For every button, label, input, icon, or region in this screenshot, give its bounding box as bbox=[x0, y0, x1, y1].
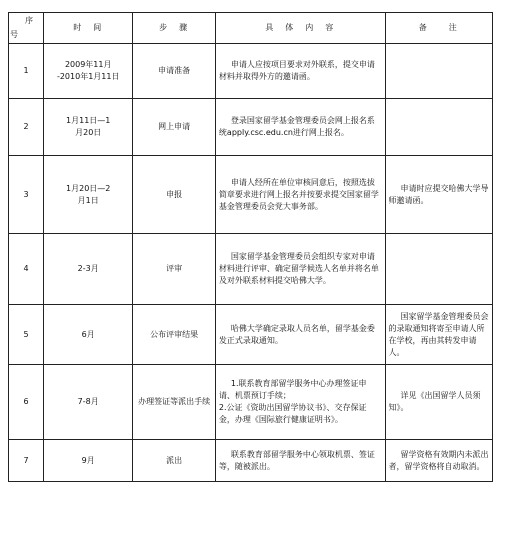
row-step: 评审 bbox=[133, 234, 216, 305]
row-content: 登录国家留学基金管理委员会网上报名系统apply.csc.edu.cn进行网上报名。 bbox=[215, 99, 385, 156]
row-time: 9月 bbox=[44, 440, 133, 482]
row-content: 哈佛大学确定录取人员名单，留学基金委发正式录取通知。 bbox=[215, 305, 385, 365]
row-step: 申请准备 bbox=[133, 44, 216, 99]
table-row bbox=[9, 234, 493, 305]
row-number: 3 bbox=[9, 156, 44, 234]
row-step: 公布评审结果 bbox=[133, 305, 216, 365]
row-content: 国家留学基金管理委员会组织专家对申请材料进行评审、确定留学候选人名单并将名单及对外联系材料提交哈佛大学。 bbox=[215, 234, 385, 305]
table-row bbox=[9, 156, 493, 234]
row-time: 7-8月 bbox=[44, 365, 133, 440]
row-note bbox=[385, 234, 492, 305]
row-time: 1月11日—1 月20日 bbox=[44, 99, 133, 156]
header-seq-bottom: 号 bbox=[10, 30, 20, 39]
row-note: 申请时应提交哈佛大学导师邀请函。 bbox=[385, 156, 492, 234]
row-number: 6 bbox=[9, 365, 44, 440]
row-note: 留学资格有效期内未派出者，留学资格将自动取消。 bbox=[385, 440, 492, 482]
row-number: 4 bbox=[9, 234, 44, 305]
row-content: 联系教育部留学服务中心领取机票、签证等，随被派出。 bbox=[215, 440, 385, 482]
row-number: 5 bbox=[9, 305, 44, 365]
row-time: 6月 bbox=[44, 305, 133, 365]
table-row bbox=[9, 365, 493, 440]
row-number: 7 bbox=[9, 440, 44, 482]
table-row bbox=[9, 99, 493, 156]
header-note: 备 注 bbox=[385, 13, 492, 44]
row-number: 2 bbox=[9, 99, 44, 156]
table-row bbox=[9, 440, 493, 482]
row-time: 2-3月 bbox=[44, 234, 133, 305]
row-step: 网上申请 bbox=[133, 99, 216, 156]
row-content: 1.联系教育部留学服务中心办理签证申请、机票预订手续； 2.公证《资助出国留学协议书》、交存保证金，办理《国际旅行健康证明书》。 bbox=[215, 365, 385, 440]
header-step: 步 骤 bbox=[133, 13, 216, 44]
row-content: 申请人应按项目要求对外联系，提交申请材料并取得外方的邀请函。 bbox=[215, 44, 385, 99]
row-note: 详见《出国留学人员须知》。 bbox=[385, 365, 492, 440]
row-number: 1 bbox=[9, 44, 44, 99]
row-time: 1月20日—2 月1日 bbox=[44, 156, 133, 234]
row-time: 2009年11月 -2010年1月11日 bbox=[44, 44, 133, 99]
table-row bbox=[9, 44, 493, 99]
header-row bbox=[9, 13, 493, 44]
header-content: 具 体 内 容 bbox=[215, 13, 385, 44]
row-step: 派出 bbox=[133, 440, 216, 482]
row-step: 申报 bbox=[133, 156, 216, 234]
row-note bbox=[385, 99, 492, 156]
row-note bbox=[385, 44, 492, 99]
row-note: 国家留学基金管理委员会的录取通知将寄至申请人所在学校，再由其转发申请人。 bbox=[385, 305, 492, 365]
header-seq bbox=[9, 13, 44, 44]
table-row bbox=[9, 305, 493, 365]
header-time: 时 间 bbox=[44, 13, 133, 44]
row-step: 办理签证等派出手续 bbox=[133, 365, 216, 440]
row-content: 申请人经所在单位审核同意后，按照选拔简章要求进行网上报名并按要求提交国家留学基金管理委员会党大事务部。 bbox=[215, 156, 385, 234]
header-seq-top: 序 bbox=[25, 16, 36, 25]
schedule-table bbox=[8, 12, 493, 482]
